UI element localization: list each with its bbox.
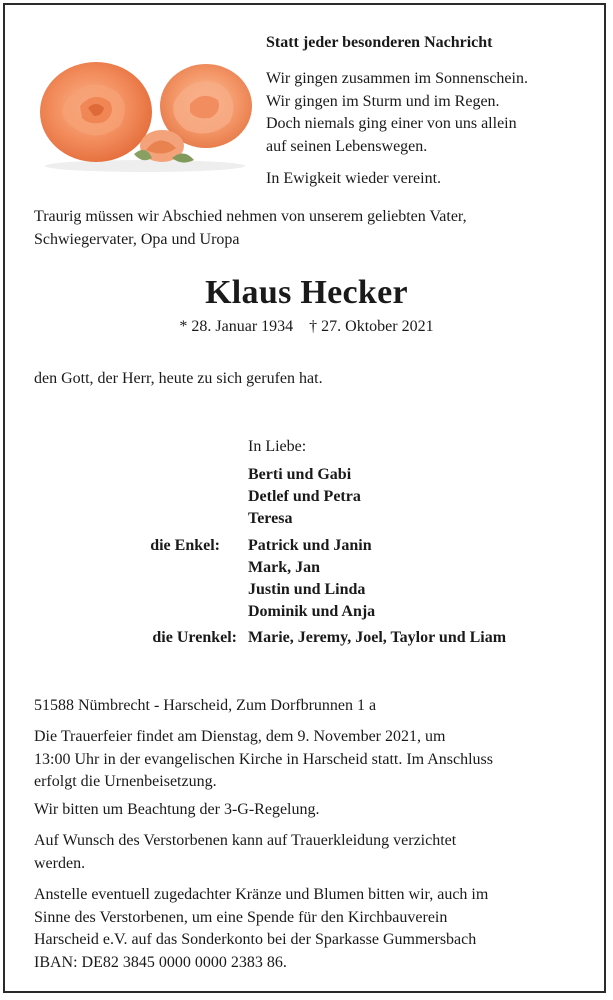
grandchildren-label: die Enkel: [150,537,220,554]
poem [266,68,528,158]
death-date: † 27. Oktober 2021 [309,318,434,335]
reunited-line: In Ewigkeit wieder vereint. [266,170,442,187]
poem-line: Wir gingen zusammen im Sonnenschein. [266,70,528,87]
deceased-name: Klaus Hecker [205,274,408,311]
grandchild-entry: Dominik und Anja [248,603,376,620]
intro-line: Schwiegervater, Opa und Uropa [34,230,240,248]
donation-line: Sinne des Verstorbenen, um eine Spende für den Kirchbauverein [34,908,448,926]
called-home-text: den Gott, der Herr, heute zu sich gerufen hat. [34,370,323,387]
donation-note [34,884,579,974]
grandchild-entry: Mark, Jan [248,559,320,576]
clothing-note [34,830,579,875]
great-grandchildren-entry: Marie, Jeremy, Joel, Taylor und Liam [248,629,507,646]
child-entry: Teresa [248,510,293,527]
donation-line: Harscheid e.V. auf das Sonderkonto bei der Sparkasse Gummersbach [34,931,477,948]
clothing-line: Auf Wunsch des Verstorbenen kann auf Trauerkleidung verzichtet [34,832,457,849]
donation-line: Anstelle eventuell zugedachter Kränze und Blumen bitten wir, auch im [34,886,489,903]
donation-line: IBAN: DE82 3845 0000 0000 2383 86. [34,953,287,971]
poem-line: Wir gingen im Sturm und im Regen. [266,92,500,110]
clothing-line: werden. [34,854,86,872]
intro-text [34,206,579,251]
child-entry: Detlef und Petra [248,488,361,505]
poem-line: auf seinen Lebenswegen. [266,137,428,155]
headline: Statt jeder besonderen Nachricht [266,34,493,51]
great-grandchildren-label: die Urenkel: [152,629,237,646]
funeral-info [34,726,579,794]
funeral-line: Die Trauerfeier findet am Dienstag, dem 9. November 2021, um [34,728,446,745]
funeral-line: erfolgt die Urnenbeisetzung. [34,773,217,790]
address: 51588 Nümbrecht - Harscheid, Zum Dorfbrunnen 1 a [34,697,377,714]
in-love-label: In Liebe: [248,438,307,455]
grandchild-entry: Justin und Linda [248,581,366,598]
grandchild-entry: Patrick und Janin [248,537,372,554]
funeral-line: 13:00 Uhr in der evangelischen Kirche in Harscheid statt. Im Anschluss [34,750,493,768]
roses-image [34,54,256,172]
poem-line: Doch niemals ging einer von uns allein [266,115,517,132]
regulation-note: Wir bitten um Beachtung der 3-G-Regelung. [34,801,320,818]
intro-line: Traurig müssen wir Abschied nehmen von unserem geliebten Vater, [34,208,467,225]
birth-date: * 28. Januar 1934 [179,318,294,335]
child-entry: Berti und Gabi [248,466,352,483]
life-dates [0,318,613,336]
